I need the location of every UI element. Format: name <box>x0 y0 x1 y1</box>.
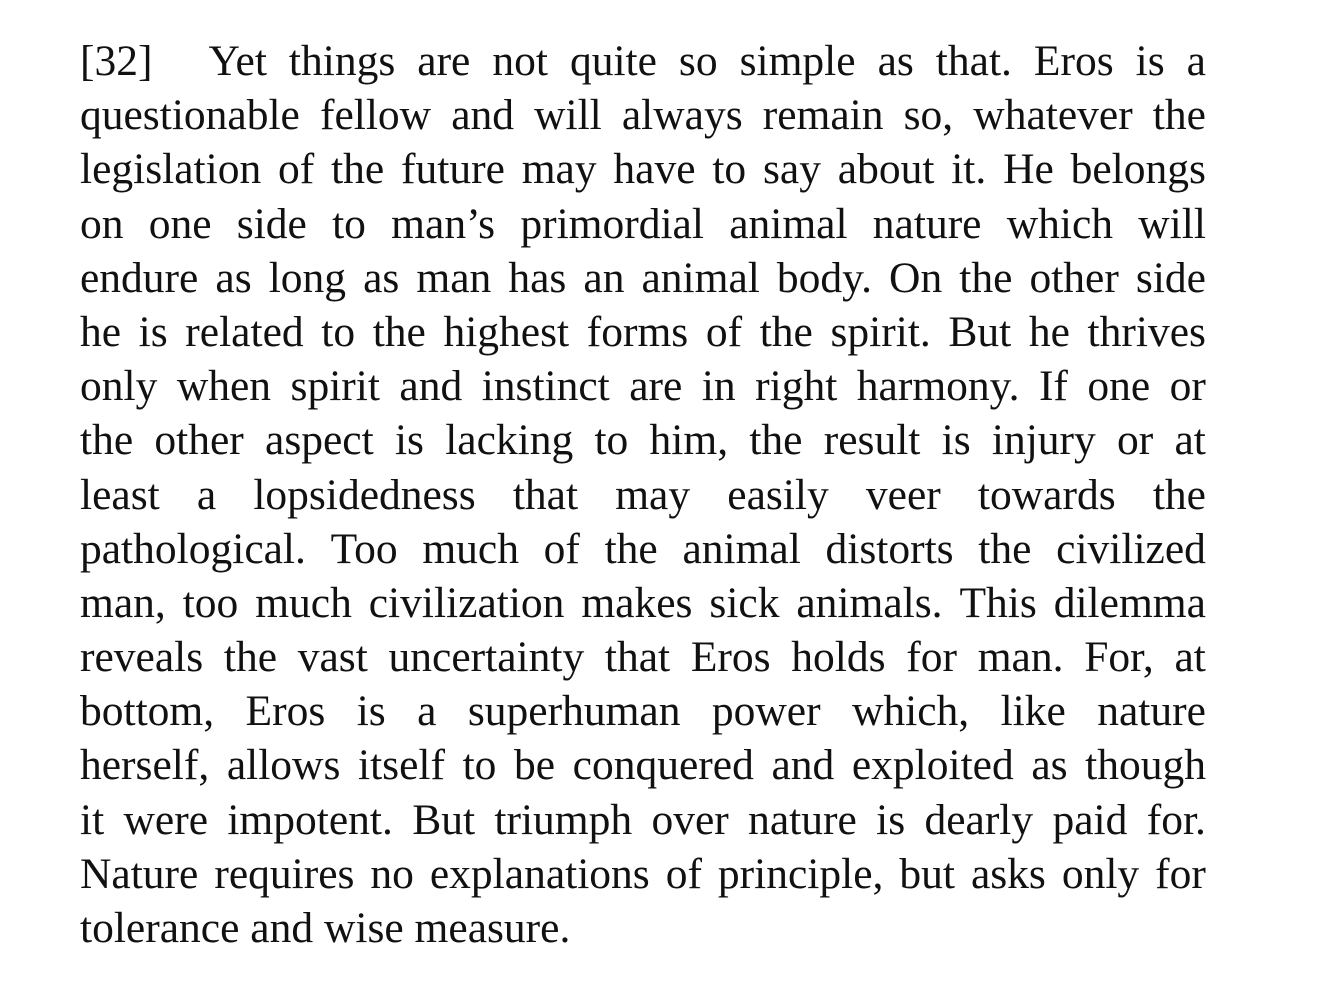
paragraph-line-11: man, too much civilization makes sick animals. This dilemma <box>80 578 1206 627</box>
paragraph-line-3: legislation of the future may have to say about it. He belongs <box>80 145 1206 194</box>
paragraph-line-9: least a lopsidedness that may easily veer towards the <box>80 470 1206 519</box>
paragraph-line-15: it were impotent. But triumph over nature is dearly paid for. <box>80 795 1206 844</box>
paragraph-line-4: on one side to man’s primordial animal nature which will <box>80 199 1206 248</box>
paragraph-line-16: Nature requires no explanations of principle, but asks only for <box>80 849 1206 898</box>
paragraph-line-13: bottom, Eros is a superhuman power which, like nature <box>80 687 1206 736</box>
paragraph-line-2: questionable fellow and will always remain so, whatever the <box>80 91 1206 140</box>
paragraph-line-7: only when spirit and instinct are in right harmony. If one or <box>80 362 1206 411</box>
paragraph-line-1 <box>80 34 1206 88</box>
paragraph-line-14: herself, allows itself to be conquered and exploited as though <box>80 741 1206 790</box>
paragraph-line-12: reveals the vast uncertainty that Eros holds for man. For, at <box>80 633 1206 682</box>
paragraph-line-17: tolerance and wise measure. <box>80 904 571 952</box>
paragraph-line-1-text: Yet things are not quite so simple as that. Eros is a <box>208 37 1206 85</box>
paragraph-line-10: pathological. Too much of the animal distorts the civilized <box>80 524 1206 573</box>
paragraph-line-6: he is related to the highest forms of the spirit. But he thrives <box>80 307 1206 356</box>
paragraph-line-8: the other aspect is lacking to him, the result is injury or at <box>80 416 1206 465</box>
body-paragraph <box>80 34 1206 955</box>
paragraph-line-5: endure as long as man has an animal body. On the other side <box>80 253 1206 302</box>
paragraph-number: [32] <box>80 37 153 85</box>
